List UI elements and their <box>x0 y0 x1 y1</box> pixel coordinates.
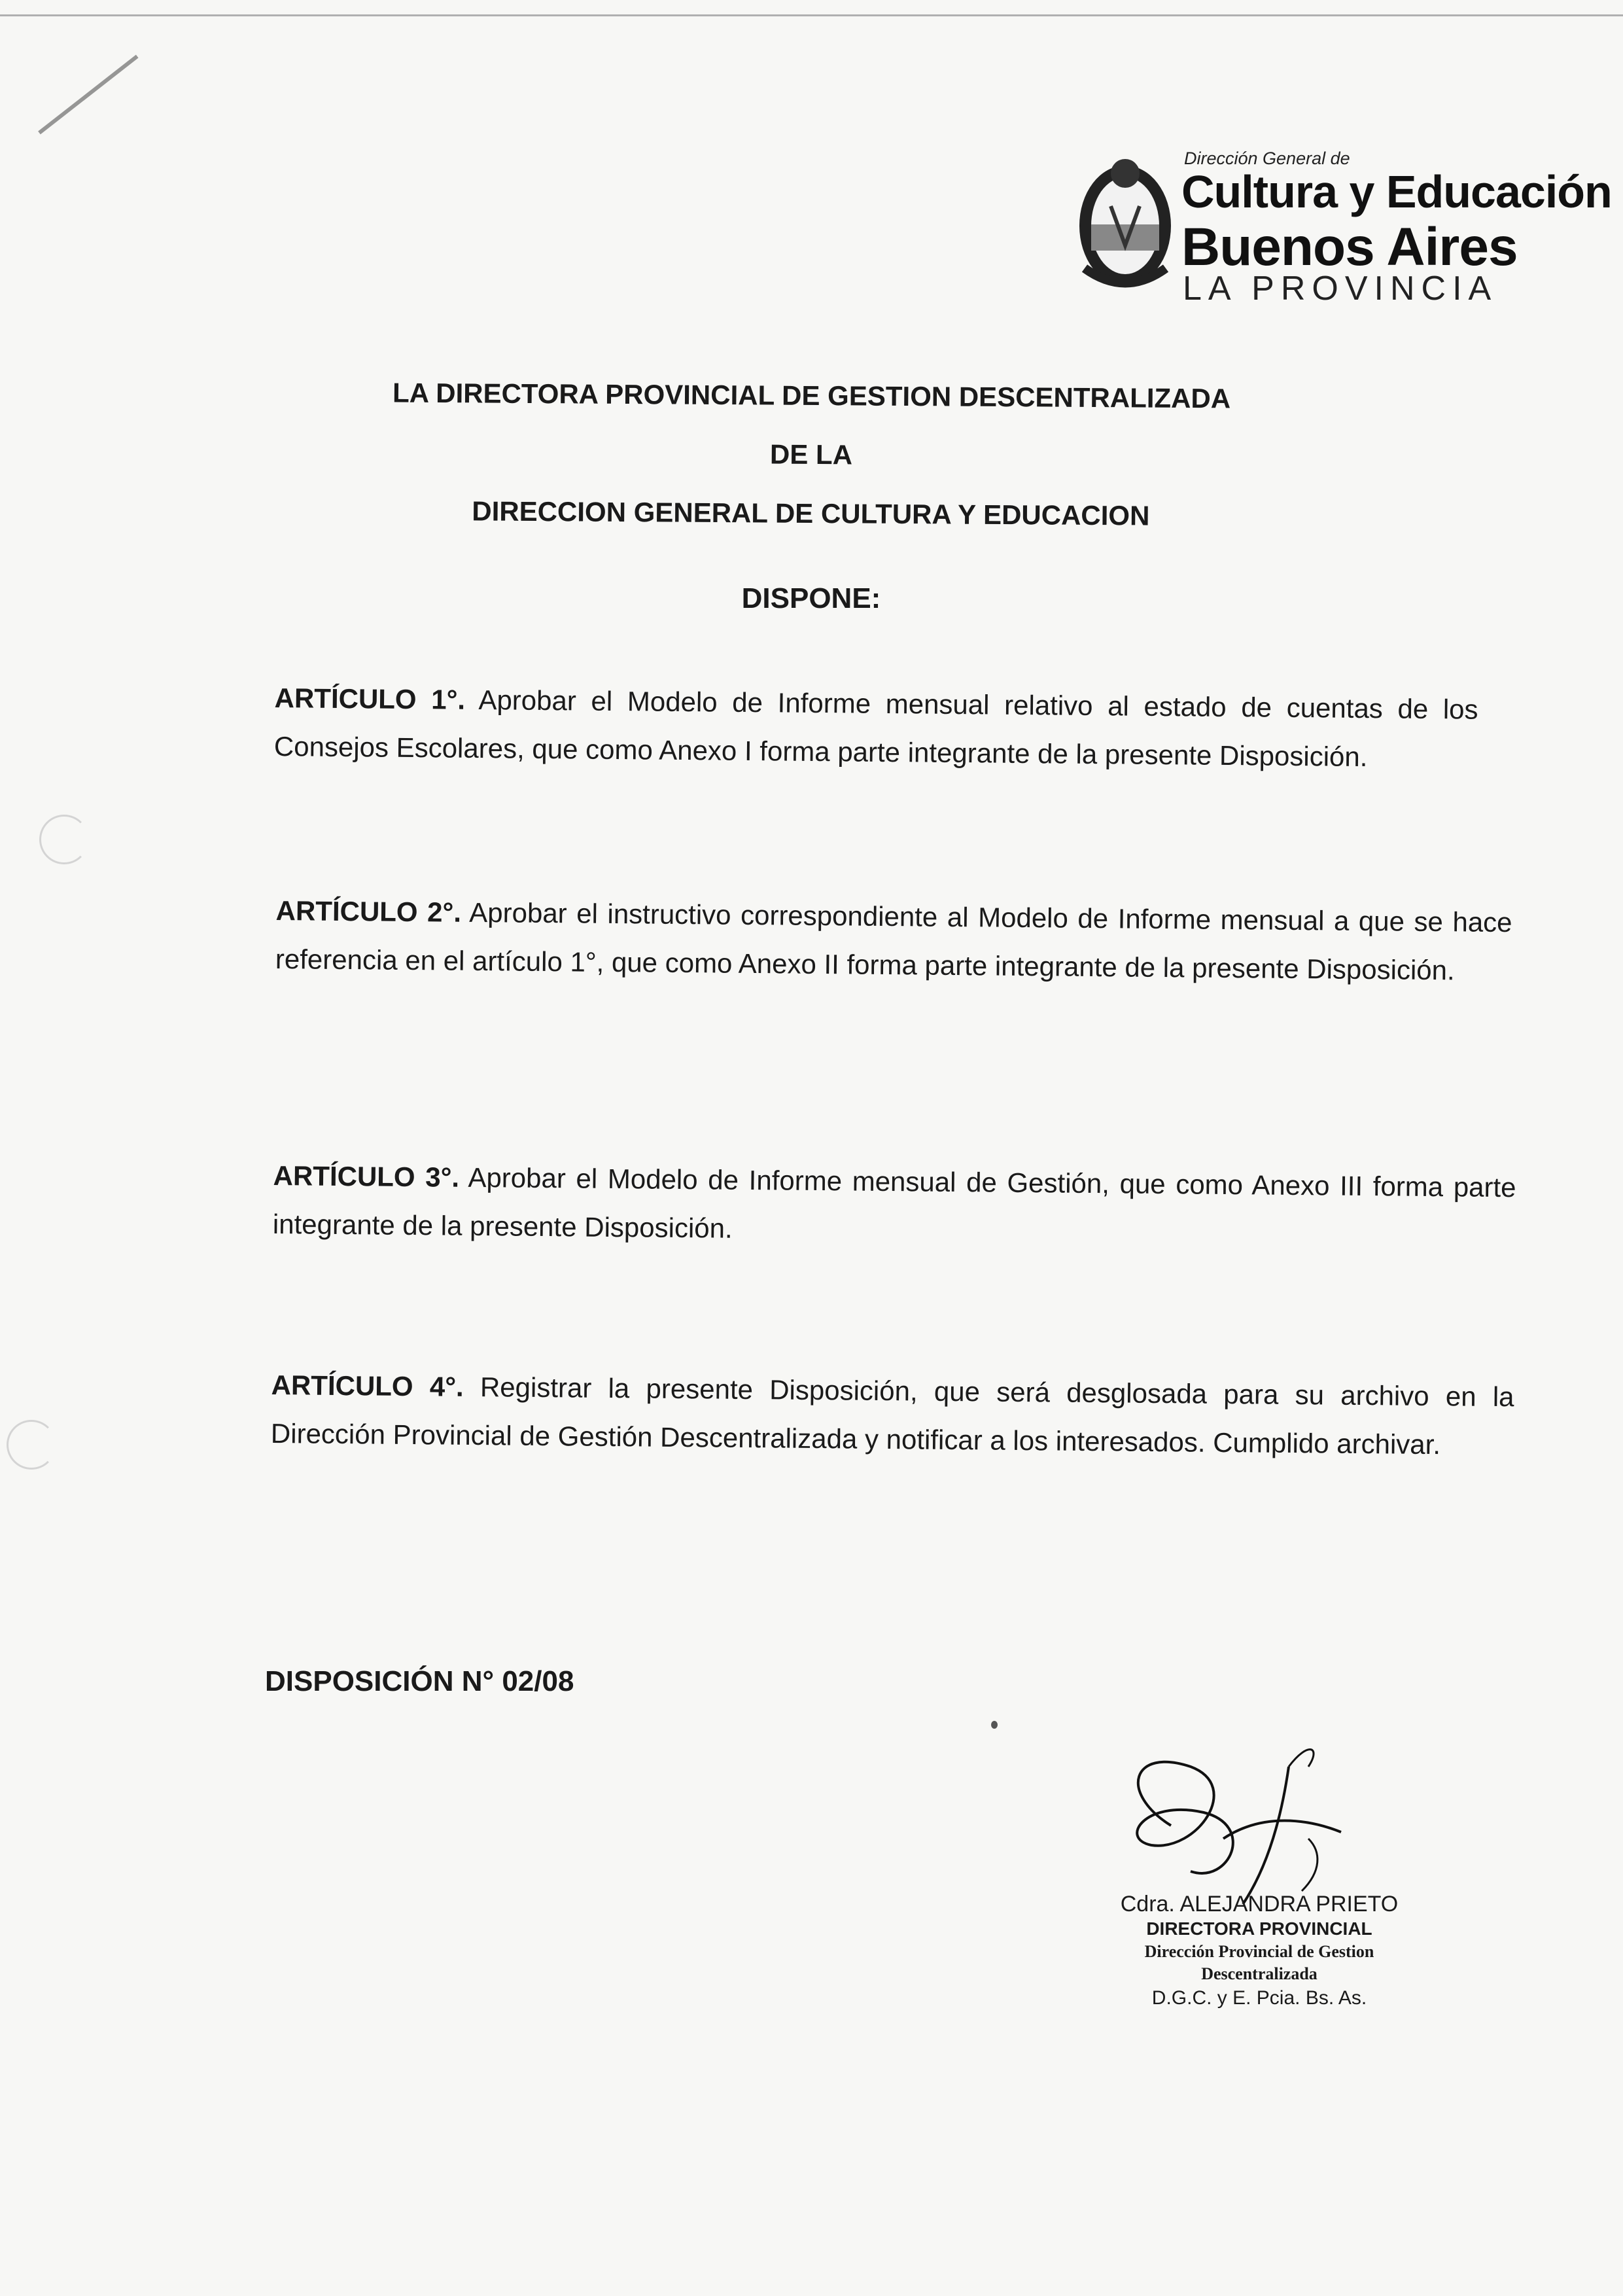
header-line-1: LA DIRECTORA PROVINCIAL DE GESTION DESCENTRALIZADA <box>392 377 1231 414</box>
article-1 <box>274 674 1478 783</box>
institution-logo <box>1072 141 1612 311</box>
signatory-organization: D.G.C. y E. Pcia. Bs. As. <box>1151 1987 1367 2009</box>
signatory-role: DIRECTORA PROVINCIAL <box>1146 1918 1372 1939</box>
article-3 <box>273 1152 1516 1260</box>
article-text: Registrar la presente Disposición, que será desglosada para su archivo en la Dirección Provincial de Gestión Descentralizada y notificar a los interesados. Cumplido archivar. <box>270 1371 1514 1460</box>
punch-hole-mark <box>7 1420 56 1470</box>
document-header <box>248 362 1374 547</box>
signatory-name: Cdra. ALEJANDRA PRIETO <box>1120 1892 1399 1916</box>
article-text: Aprobar el Modelo de Informe mensual relativo al estado de cuentas de los Consejos Escolares, que como Anexo I forma parte integrante de la presente Disposición. <box>273 684 1478 773</box>
handwritten-signature <box>1092 1740 1433 1911</box>
article-title: ARTÍCULO 2°. <box>275 894 462 928</box>
scan-speck <box>991 1721 998 1729</box>
header-line-2: DE LA <box>769 438 853 470</box>
article-title: ARTÍCULO 1°. <box>274 682 466 715</box>
logo-small-text: Dirección General de <box>1184 149 1350 168</box>
dispone-heading: DISPONE: <box>741 582 881 614</box>
article-title: ARTÍCULO 4°. <box>271 1369 464 1402</box>
article-2 <box>275 887 1512 995</box>
punch-hole-mark <box>39 815 89 864</box>
article-text: Aprobar el instructivo correspondiente al Modelo de Informe mensual a que se hace referencia en el artículo 1°, que como Anexo II forma parte integrante de la presente Disposición. <box>275 896 1512 986</box>
logo-title: Cultura y Educación <box>1181 166 1612 217</box>
signatory-department: Dirección Provincial de Gestion Descentralizada <box>1144 1942 1374 1983</box>
logo-subtitle: Buenos Aires <box>1181 217 1518 277</box>
article-4 <box>271 1361 1514 1470</box>
logo-tagline: LA PROVINCIA <box>1183 270 1498 308</box>
coat-of-arms-icon <box>1072 147 1179 298</box>
scan-edge-line <box>0 14 1623 16</box>
scan-mark <box>38 55 138 135</box>
disposicion-number: DISPOSICIÓN N° 02/08 <box>265 1665 574 1697</box>
article-title: ARTÍCULO 3°. <box>273 1159 460 1193</box>
header-line-3: DIRECCION GENERAL DE CULTURA Y EDUCACION <box>472 495 1150 531</box>
signature-block <box>1089 1891 1429 2011</box>
article-text: Aprobar el Modelo de Informe mensual de Gestión, que como Anexo III forma parte integrante de la presente Disposición. <box>272 1161 1516 1244</box>
